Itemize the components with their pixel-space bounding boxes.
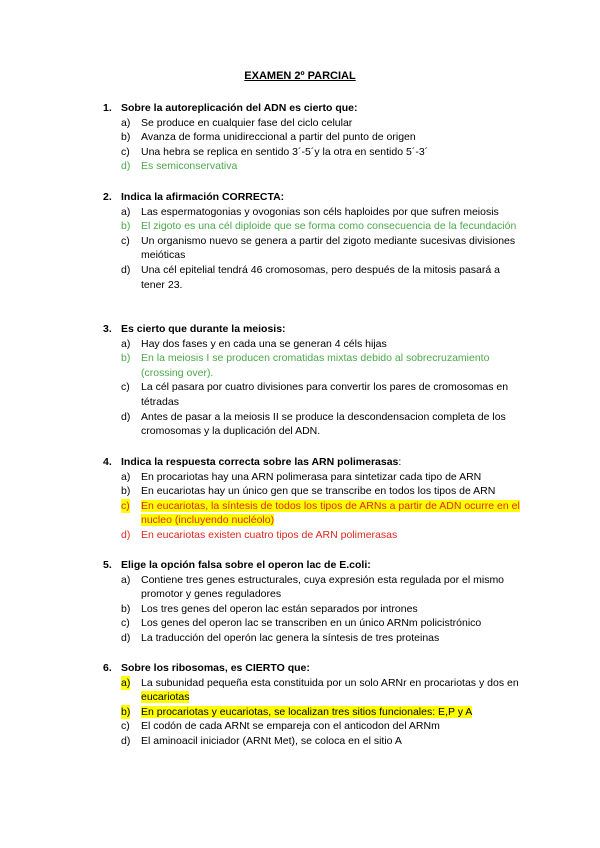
option-text: La traducción del operón lac genera la síntesis de tres proteinas xyxy=(141,631,440,644)
option-text: Es semiconservativa xyxy=(141,160,238,173)
option-letter: d) xyxy=(121,263,131,276)
option-letter: c) xyxy=(121,617,130,630)
option-text: El codón de cada ARNt se empareja con el anticodon del ARNm xyxy=(141,720,440,733)
question-header xyxy=(103,455,523,470)
option-text: En procariotas hay una ARN polimerasa para sintetizar cada tipo de ARN xyxy=(141,470,482,483)
option-text: Avanza de forma unidireccional a partir del punto de origen xyxy=(141,131,416,144)
option-b-highlighted xyxy=(103,705,523,720)
question-number: 2. xyxy=(103,191,112,203)
question-6 xyxy=(103,661,523,749)
option-b-correct xyxy=(103,219,523,234)
option-text: Antes de pasar a la meiosis II se produce la descondensacion completa de los cromosomas y la duplicación del ADN. xyxy=(141,410,506,438)
option-c xyxy=(103,380,523,409)
option-letter: c) xyxy=(121,499,130,512)
question-4 xyxy=(103,455,523,543)
question-number: 4. xyxy=(103,456,112,468)
option-text: Un organismo nuevo se genera a partir del zigoto mediante sucesivas divisiones meióticas xyxy=(141,234,516,262)
option-b xyxy=(103,130,523,145)
option-letter: d) xyxy=(121,528,131,541)
option-a xyxy=(103,573,523,602)
option-a xyxy=(103,116,523,131)
option-letter: a) xyxy=(121,116,131,129)
option-text: Hay dos fases y en cada una se generan 4 céls hijas xyxy=(141,337,387,350)
option-letter: b) xyxy=(121,602,131,615)
option-letter: b) xyxy=(121,131,131,144)
option-letter: c) xyxy=(121,720,130,733)
option-letter: d) xyxy=(121,410,131,423)
option-text: Una cél epitelial tendrá 46 cromosomas, pero después de la mitosis pasará a tener 23. xyxy=(141,263,500,291)
question-number: 3. xyxy=(103,323,112,335)
option-b xyxy=(103,602,523,617)
option-d xyxy=(103,263,523,292)
question-number: 1. xyxy=(103,102,112,114)
option-a xyxy=(103,676,523,705)
question-header xyxy=(103,558,523,573)
option-text-highlight: eucariotas xyxy=(141,691,190,704)
option-text: El zigoto es una cél diploide que se forma como consecuencia de la fecundación xyxy=(141,220,517,233)
option-c-highlighted xyxy=(103,499,523,528)
option-letter: a) xyxy=(121,470,131,483)
option-letter: d) xyxy=(121,734,131,747)
option-d xyxy=(103,631,523,646)
option-letter: a) xyxy=(121,676,131,689)
option-text: Los genes del operon lac se transcriben en un único ARNm policistrónico xyxy=(141,617,482,630)
question-5 xyxy=(103,558,523,646)
option-a xyxy=(103,470,523,485)
question-3 xyxy=(103,322,523,439)
question-text: Sobre los ribosomas, es CIERTO que: xyxy=(121,662,310,674)
option-text: Una hebra se replica en sentido 3´-5´y la otra en sentido 5´-3´ xyxy=(141,145,429,158)
option-d-correct xyxy=(103,159,523,174)
option-d-marked xyxy=(103,528,523,543)
option-letter: a) xyxy=(121,337,131,350)
option-d xyxy=(103,734,523,749)
question-text: Elige la opción falsa sobre el operon lac de E.coli: xyxy=(121,559,371,571)
option-text: Se produce en cualquier fase del ciclo celular xyxy=(141,116,353,129)
option-text: El aminoacil iniciador (ARNt Met), se coloca en el sitio A xyxy=(141,734,402,747)
option-b-correct xyxy=(103,351,523,380)
question-header xyxy=(103,661,523,676)
option-text: En procariotas y eucariotas, se localizan tres sitios funcionales: E,P y A xyxy=(141,705,473,718)
question-header xyxy=(103,190,523,205)
question-header xyxy=(103,322,523,337)
option-c xyxy=(103,145,523,160)
option-letter: a) xyxy=(121,205,131,218)
option-letter: d) xyxy=(121,160,131,173)
option-a xyxy=(103,337,523,352)
option-a xyxy=(103,205,523,220)
question-number: 6. xyxy=(103,662,112,674)
option-text: Contiene tres genes estructurales, cuya expresión esta regulada por el mismo promotor y genes reguladores xyxy=(141,573,505,601)
option-text: La subunidad pequeña esta constituida por un solo ARNr en procariotas y dos en xyxy=(141,676,519,689)
option-c xyxy=(103,719,523,734)
question-header xyxy=(103,101,523,116)
option-letter: d) xyxy=(121,631,131,644)
question-number: 5. xyxy=(103,559,112,571)
option-text: En la meiosis I se producen cromatidas mixtas debido al sobrecruzamiento (crossing over). xyxy=(141,352,490,379)
option-text: La cél pasara por cuatro divisiones para convertir los pares de cromosomas en tétradas xyxy=(141,381,509,408)
question-text: Es cierto que durante la meiosis: xyxy=(121,323,286,335)
option-text: Las espermatogonias y ovogonias son céls haploides por que sufren meiosis xyxy=(141,205,499,218)
question-2 xyxy=(103,190,523,292)
option-c xyxy=(103,616,523,631)
option-b xyxy=(103,484,523,499)
option-text: En eucariotas hay un único gen que se transcribe en todos los tipos de ARN xyxy=(141,485,496,498)
question-colon: : xyxy=(398,456,402,468)
page-title: EXAMEN 2º PARCIAL xyxy=(244,70,356,82)
option-letter: b) xyxy=(121,705,131,718)
option-text: En eucariotas, la síntesis de todos los tipos de ARNs a partir de ADN ocurre en el nucleo (incluyendo nucléolo) xyxy=(141,499,520,527)
option-letter: b) xyxy=(121,352,131,365)
question-text: Sobre la autoreplicación del ADN es cierto que: xyxy=(121,102,358,114)
question-text: Indica la afirmación CORRECTA: xyxy=(121,191,285,203)
option-letter: c) xyxy=(121,234,130,247)
option-text: Los tres genes del operon lac están separados por intrones xyxy=(141,602,418,615)
option-c xyxy=(103,234,523,263)
question-text: Indica la respuesta correcta sobre las ARN polimerasas xyxy=(121,456,399,468)
option-text: En eucariotas existen cuatro tipos de ARN polimerasas xyxy=(141,528,398,541)
option-letter: b) xyxy=(121,220,131,233)
option-d xyxy=(103,410,523,439)
question-1 xyxy=(103,101,523,174)
option-letter: c) xyxy=(121,145,130,158)
option-letter: a) xyxy=(121,573,131,586)
option-letter: b) xyxy=(121,485,131,498)
option-letter: c) xyxy=(121,381,130,394)
